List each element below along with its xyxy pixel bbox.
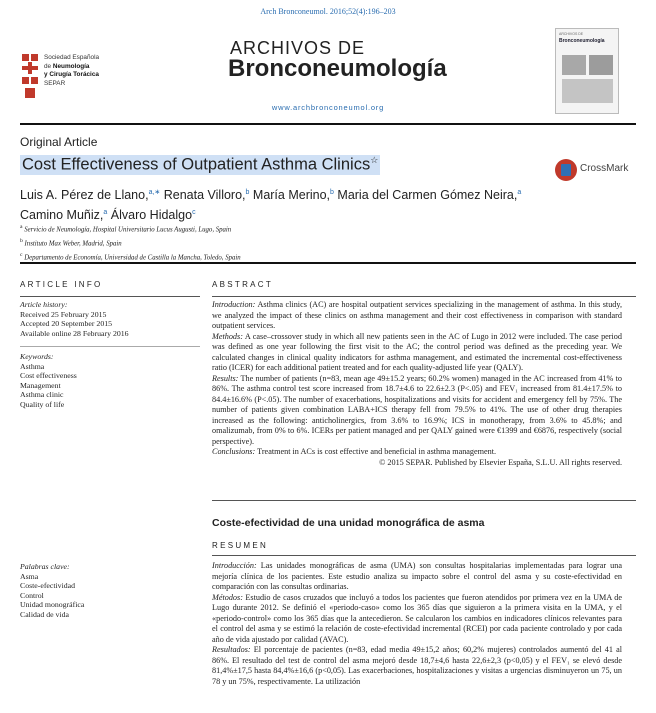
journal-cover-thumbnail: [555, 28, 619, 114]
journal-name-main: Bronconeumología: [228, 55, 447, 82]
keyword[interactable]: Coste-efectividad: [20, 581, 75, 591]
affiliations: [20, 222, 241, 263]
article-info-divider: [20, 296, 200, 297]
keyword[interactable]: Control: [20, 590, 44, 600]
keyword[interactable]: Quality of life: [20, 399, 65, 409]
cover-title: ARCHIVOS DE: [559, 32, 584, 36]
society-line-4: SEPAR: [44, 79, 66, 87]
society-line-1: Sociedad Española: [44, 54, 100, 61]
title-footnote-mark[interactable]: ☆: [370, 155, 379, 165]
author-name[interactable]: Camino Muñiz,: [20, 208, 104, 223]
author-name[interactable]: Renata Villoro,: [163, 188, 246, 203]
article-title[interactable]: Cost Effectiveness of Outpatient Asthma Clinics☆: [22, 155, 379, 174]
author-affil-mark[interactable]: b: [245, 189, 250, 196]
society-line-2: de Neumología: [44, 62, 90, 70]
journal-citation[interactable]: Arch Bronconeumol. 2016;52(4):196–203: [260, 7, 396, 16]
affiliation-item: $^a$ Servicio de Neumología, Hospital Universitario Lucus Augusti, Lugo, Spain: [20, 224, 232, 234]
resumen-heading: RESUMEN: [212, 541, 269, 550]
palabras-clave-label: Palabras clave:: [20, 562, 70, 571]
resumen-resultados: Resultados: El porcentaje de pacientes (n=83, edad media 49±15,2 años; 60,2% mujeres) controlados aumentó del 41 al 86%. El resultado del test de control del asma mejoró desde 18,7±4,6 hasta 22,6±2,3 (p<0,05) y el FEV₁ se elevó desde 81,4%±17,5 hasta 84,4%±16,6 (p<0,05). Las exacerbaciones, hospitalizaciones y visitas a urgencias disminuyeron un 75, un 78 y un 75%, respectivamente. La utilización: [212, 645, 622, 686]
resumen-introduccion: Introducción: Las unidades monográficas de asma (UMA) son consultas hospitalarias implementadas para lograr una mejoría clínica de los pacientes. Este estudio analiza su impacto sobre el control del asma y su coste-efectividad en comparación con las consultas ordinarias.: [212, 561, 622, 591]
accepted-date: Accepted 20 September 2015: [20, 319, 113, 329]
article-type: Original Article: [20, 135, 98, 149]
author-affil-mark[interactable]: c: [192, 209, 196, 217]
author-affil-mark[interactable]: a,∗: [148, 189, 161, 196]
author-name[interactable]: María Merino,: [252, 188, 331, 203]
cover-image-1: [562, 55, 586, 75]
journal-url[interactable]: www.archbronconeumol.org: [271, 103, 385, 112]
separ-logo-icon: [20, 52, 40, 100]
article-info-heading: ARTICLE INFO: [20, 280, 103, 289]
affiliation-item: $^b$ Instituto Max Weber, Madrid, Spain: [20, 237, 122, 248]
abstract-body: [212, 300, 622, 468]
keyword[interactable]: Asthma: [20, 361, 45, 371]
keyword[interactable]: Asthma clinic: [20, 390, 64, 400]
copyright: © 2015 SEPAR. Published by Elsevier España, S.L.U. All rights reserved.: [379, 457, 622, 467]
cover-name: Bronconeumología: [559, 38, 605, 44]
crossmark-icon: [555, 159, 577, 181]
journal-name-top: ARCHIVOS DE: [230, 38, 366, 58]
abstract-divider: [212, 296, 636, 297]
author-affil-mark[interactable]: a: [103, 209, 108, 217]
affiliation-divider: [20, 262, 636, 264]
resumen-metodos: Métodos: Estudio de casos cruzados que incluyó a todos los pacientes que fueron atendidos por primera vez en la UMA de Lugo durante 2012. Se definió el «periodo-caso» como los 365 días que siguieron a la primera visita en la UMA, y el «periodo-control» como los 365 días que la antecedieron. Se calcularon los cambios en indicadores clínicos relevantes para el control del asma y se estimó la relación de coste-efectividad incremental (RCEI) por cada paciente controlado y por cada año de vida ajustado por calidad (AVAC).: [212, 592, 622, 644]
keyword[interactable]: Unidad monográfica: [20, 600, 85, 610]
author-list: [20, 184, 620, 224]
resumen-body: [212, 561, 622, 687]
keywords-block: [20, 352, 77, 410]
received-date: Received 25 February 2015: [20, 309, 107, 319]
spanish-title: Coste-efectividad de una unidad monográfica de asma: [212, 517, 485, 529]
history-label: Article history:: [20, 300, 68, 309]
article-history: [20, 300, 129, 338]
abstract-heading: ABSTRACT: [212, 280, 274, 289]
header-divider: [20, 123, 636, 125]
affiliation-item: $^c$ Departamento de Economía, Universidad de Castilla la Mancha, Toledo, Spain: [20, 251, 241, 261]
online-date: Available online 28 February 2016: [20, 328, 129, 338]
author-affil-mark[interactable]: a: [517, 189, 522, 196]
cover-image-2: [589, 55, 613, 75]
keyword[interactable]: Management: [20, 380, 61, 390]
author-affil-mark[interactable]: b: [330, 189, 334, 196]
abstract-methods: Methods: A case–crossover study in which all new patients seen in the AC of Lugo in 2012 were included. The case period was defined as one year following the first visit to the AC; the control period was defined as the preceding year. We calculated changes in clinical quality indicators for asthma management, and estimated the incremental cost-effectiveness ratio (ICER) for each additional patient treated and for each quality-adjusted life year (QALY).: [212, 331, 622, 372]
palabras-clave-block: [20, 562, 84, 620]
society-line-3: y Cirugía Torácica: [44, 71, 99, 79]
society-name: [44, 54, 99, 88]
keyword[interactable]: Cost effectiveness: [20, 371, 77, 381]
keyword[interactable]: Asma: [20, 571, 39, 581]
abstract-conclusions: Conclusions: Treatment in ACs is cost effective and beneficial in asthma management.: [212, 447, 497, 456]
abstract-results: Results: The number of patients (n=83, mean age 49±15.2 years; 60.2% women) managed in the AC increased from 41% to 86%. The asthma control test score increased from 18.7±4.6 to 22.6±2.3 (P<.05) and FEV₁ increased from 81.4±17.5% to 84.4±16.6% (P<.05). The number of exacerbations, hospitalizations and visits for accident and emergency fell by 75%. The number of patients given combination LABA+ICS therapy fell from 79.5% to 41%. The use of other drug therapies increased as the following: anticholinergics, from 3.6% to 16.9%; ICS in monotherapy, from 3.6% to 45.8%; and omalizumab, from 0% to 6%. ICERs per patient managed and per QALY gained were €1399 and €6876, respectively (social perspective).: [212, 373, 622, 446]
author-name[interactable]: Álvaro Hidalgo: [110, 208, 193, 223]
author-name[interactable]: Maria del Carmen Gómez Neira,: [337, 188, 518, 203]
keyword[interactable]: Calidad de vida: [20, 609, 69, 619]
crossmark-badge[interactable]: [555, 157, 655, 185]
cover-image-3: [562, 79, 613, 103]
resumen-divider: [212, 555, 636, 556]
crossmark-label: CrossMark: [580, 163, 629, 174]
author-name[interactable]: Luis A. Pérez de Llano,: [20, 188, 149, 203]
keywords-label: Keywords:: [20, 352, 54, 361]
abstract-end-divider: [212, 500, 636, 501]
history-divider: [20, 346, 200, 347]
abstract-introduction: Introduction: Asthma clinics (AC) are hospital outpatient services specializing in the management of asthma. In this study, we analyzed the impact of these clinics on asthma management and their cost effectiveness in comparison with standard outpatient services.: [212, 300, 622, 330]
